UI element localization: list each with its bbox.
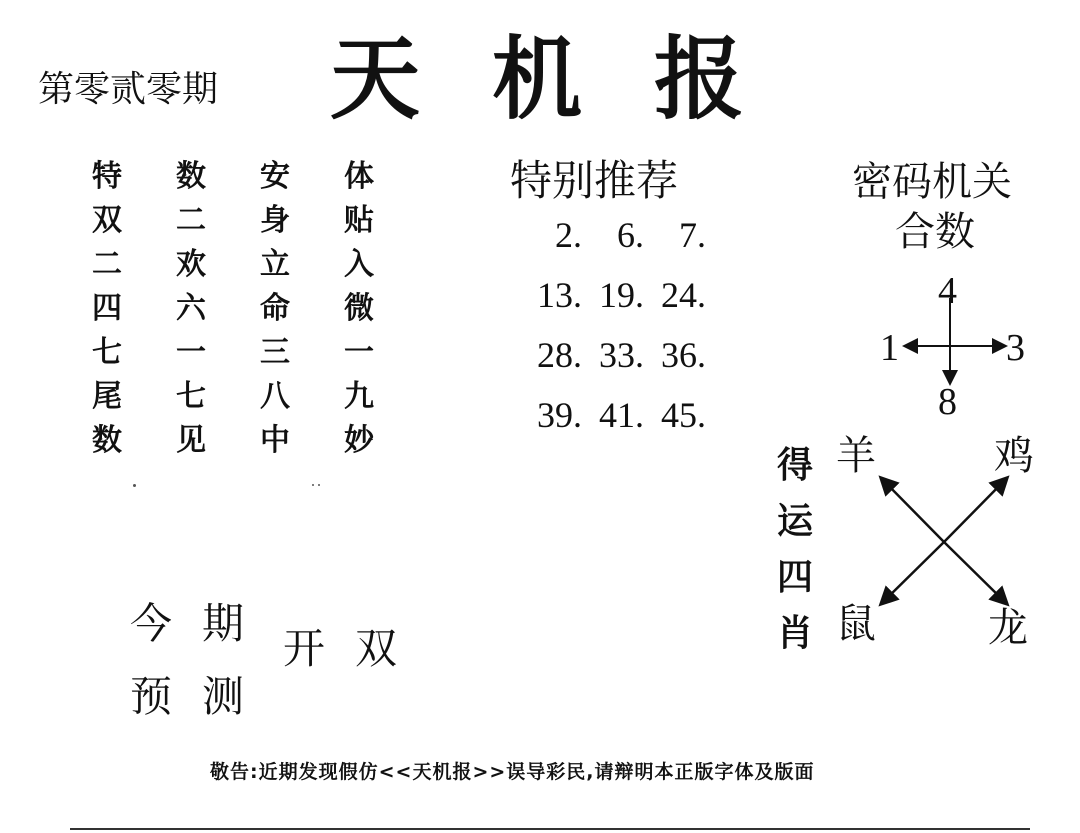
prediction-result: 开双: [283, 624, 428, 673]
poem-char: 命: [260, 291, 290, 326]
poem-char: 妙: [344, 423, 374, 458]
recommend-number: 6.: [617, 215, 644, 255]
recommend-number: 41.: [599, 395, 644, 435]
print-speck: [312, 484, 314, 486]
poem-char: 欢: [176, 247, 206, 282]
poem-char: 四: [92, 291, 122, 326]
poem-char: 尾: [92, 379, 122, 414]
password-subtitle: 合数: [895, 209, 975, 255]
poem-char: 一: [344, 335, 374, 370]
recommend-row: [520, 337, 706, 373]
x-arrows-diagram: [870, 465, 1020, 615]
recommend-row: [520, 217, 706, 253]
password-title: 密码机关: [852, 159, 1012, 205]
notice-text: 敬告:近期发现假仿<<天机报>>误导彩民,请辩明本正版字体及版面: [210, 761, 815, 783]
zodiac-top-right: 鸡: [994, 433, 1034, 479]
print-speck: [318, 484, 320, 486]
poem-char: 数: [176, 159, 206, 194]
poem-char: 中: [260, 423, 290, 458]
zodiac-top-left: 羊: [836, 433, 876, 479]
print-speck: [133, 484, 136, 487]
recommend-number: 7.: [679, 215, 706, 255]
zodiac-bottom-right: 龙: [988, 605, 1028, 651]
poem-char: 微: [344, 291, 374, 326]
poem-char: 双: [92, 203, 122, 238]
poem-char: 一: [176, 335, 206, 370]
arrow-bottom-right: [944, 542, 1006, 603]
prediction-line1: 今期: [130, 599, 275, 648]
poem-char: 二: [176, 203, 206, 238]
cross-number-bottom: 8: [938, 381, 957, 423]
recommend-number: 45.: [661, 395, 706, 435]
arrow-top-right: [944, 479, 1006, 542]
poem-char: 二: [92, 247, 122, 282]
prediction-line2: 预测: [130, 672, 275, 721]
poem-char: 体: [344, 159, 374, 194]
recommend-row: [520, 397, 706, 433]
poem-char: 立: [260, 247, 290, 282]
poem-grid: [92, 155, 428, 463]
poem-char: 特: [92, 159, 122, 194]
recommend-row: [520, 277, 706, 313]
poem-char: 七: [176, 379, 206, 414]
recommend-number: 28.: [537, 335, 582, 375]
cross-number-top: 4: [938, 270, 957, 312]
poem-char: 八: [260, 379, 290, 414]
poem-char: 九: [344, 379, 374, 414]
recommend-number: 36.: [661, 335, 706, 375]
recommend-title: 特别推荐: [510, 156, 679, 205]
zodiac-bottom-left: 鼠: [836, 601, 876, 647]
poem-char: 入: [344, 247, 374, 282]
poem-char: 贴: [344, 203, 374, 238]
poem-char: 六: [176, 291, 206, 326]
recommend-number: 19.: [599, 275, 644, 315]
recommend-number: 2.: [555, 215, 582, 255]
recommend-number: 39.: [537, 395, 582, 435]
poem-char: 七: [92, 335, 122, 370]
poem-char: 安: [260, 159, 290, 194]
bottom-border-line: [70, 828, 1030, 830]
arrow-top-left: [882, 479, 944, 542]
poem-char: 见: [176, 423, 206, 458]
recommend-number: 13.: [537, 275, 582, 315]
poem-char: 三: [260, 335, 290, 370]
recommend-number: 33.: [599, 335, 644, 375]
cross-number-right: 3: [1006, 327, 1025, 369]
cross-number-left: 1: [880, 327, 899, 369]
recommend-number: 24.: [661, 275, 706, 315]
issue-number: 第零贰零期: [38, 69, 219, 110]
poem-char: 身: [260, 203, 290, 238]
poem-char: 数: [92, 423, 122, 458]
masthead-title: 天机报: [330, 26, 816, 132]
lucky-zodiac-label: 得运四肖: [776, 445, 813, 654]
arrow-bottom-left: [882, 542, 944, 603]
